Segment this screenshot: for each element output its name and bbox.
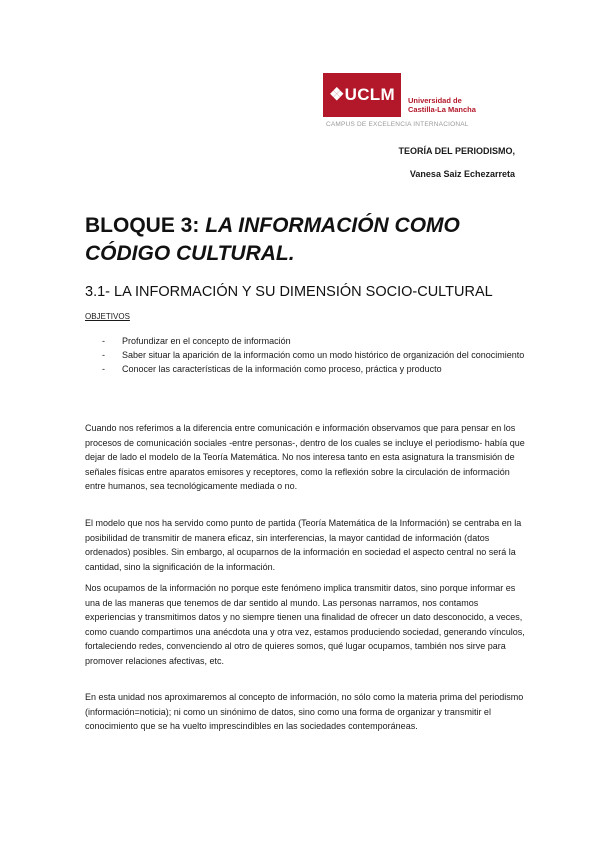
body-paragraph: En esta unidad nos aproximaremos al concepto de información, no sólo como la materia prima del periodismo (información=noticia); ni como un sinónimo de datos, sino como una forma de organizar y transmitir el conocimiento que se ha vuelto imprescindibles en las sociedades contemporáneas. xyxy=(85,692,524,731)
list-item xyxy=(85,348,525,362)
block-title-prefix: BLOQUE 3: xyxy=(85,214,206,237)
objectives-list xyxy=(85,334,525,376)
block-title-emphasis: LA INFORMACIÓN COMO CÓDIGO CULTURAL. xyxy=(85,214,460,265)
uclm-logo-mark xyxy=(323,73,401,117)
body-paragraph: Cuando nos referimos a la diferencia entre comunicación e información observamos que para pensar en los procesos de comunicación sociales -entre personas-, dentro de los cuales se incluye el periodismo- había que dejar de lado el modelo de la Teoría Matemática. No nos interesa tanto en esta asignatura la transmisión de señales físicas entre aparatos emisores y receptores, como la reflexión sobre la circulación de información entre humanos, sea tecnológicamente mediada o no. xyxy=(85,423,525,491)
body-paragraph: El modelo que nos ha servido como punto de partida (Teoría Matemática de la Información) se centraba en la posibilidad de transmitir de manera eficaz, sin interferencias, la mayor cantidad de información (datos ordenados) posibles. Sin embargo, al ocuparnos de la información en sociedad el aspecto central no será la cantidad, sino la significación de la información. xyxy=(85,518,522,572)
objective-text: Conocer las características de la información como proceso, práctica y producto xyxy=(122,364,442,374)
list-dash: - xyxy=(102,336,105,346)
author-name: Vanesa Saiz Echezarreta xyxy=(409,169,515,179)
list-dash: - xyxy=(102,364,105,374)
objective-text: Saber situar la aparición de la información como un modo histórico de organización del conocimiento xyxy=(122,350,525,360)
university-name-line2: Castilla-La Mancha xyxy=(408,104,476,114)
objectives-heading: OBJETIVOS xyxy=(85,312,130,321)
list-item xyxy=(85,334,525,348)
block-title xyxy=(85,212,525,268)
uclm-logo xyxy=(323,73,503,133)
campus-tagline: CAMPUS DE EXCELENCIA INTERNACIONAL xyxy=(326,121,469,128)
uclm-logo-mark-text: ❖UCLM xyxy=(329,85,395,104)
university-name xyxy=(408,97,476,114)
objective-text: Profundizar en el concepto de información xyxy=(122,336,291,346)
list-item xyxy=(85,362,525,376)
body-paragraph: Nos ocupamos de la información no porque este fenómeno implica transmitir datos, sino porque informar es una de las maneras que tenemos de dar sentido al mundo. Las personas narramos, nos contamos experiencias y transmitimos datos y no siempre tienen una finalidad de ofrecer un dato desconocido, a veces, como cuando compartimos una anécdota una y otra vez, estamos produciendo sociedad, generando vínculos, fortaleciendo redes, convenciendo al otro de quieres somos, qué lugar ocupamos, también nos sirve para promover relaciones afectivas, etc. xyxy=(85,583,525,666)
university-name-line1: Universidad de xyxy=(408,96,462,105)
course-name: TEORÍA DEL PERIODISMO, xyxy=(398,146,515,156)
section-title: 3.1- LA INFORMACIÓN Y SU DIMENSIÓN SOCIO-CULTURAL xyxy=(85,284,493,300)
list-dash: - xyxy=(102,350,105,360)
